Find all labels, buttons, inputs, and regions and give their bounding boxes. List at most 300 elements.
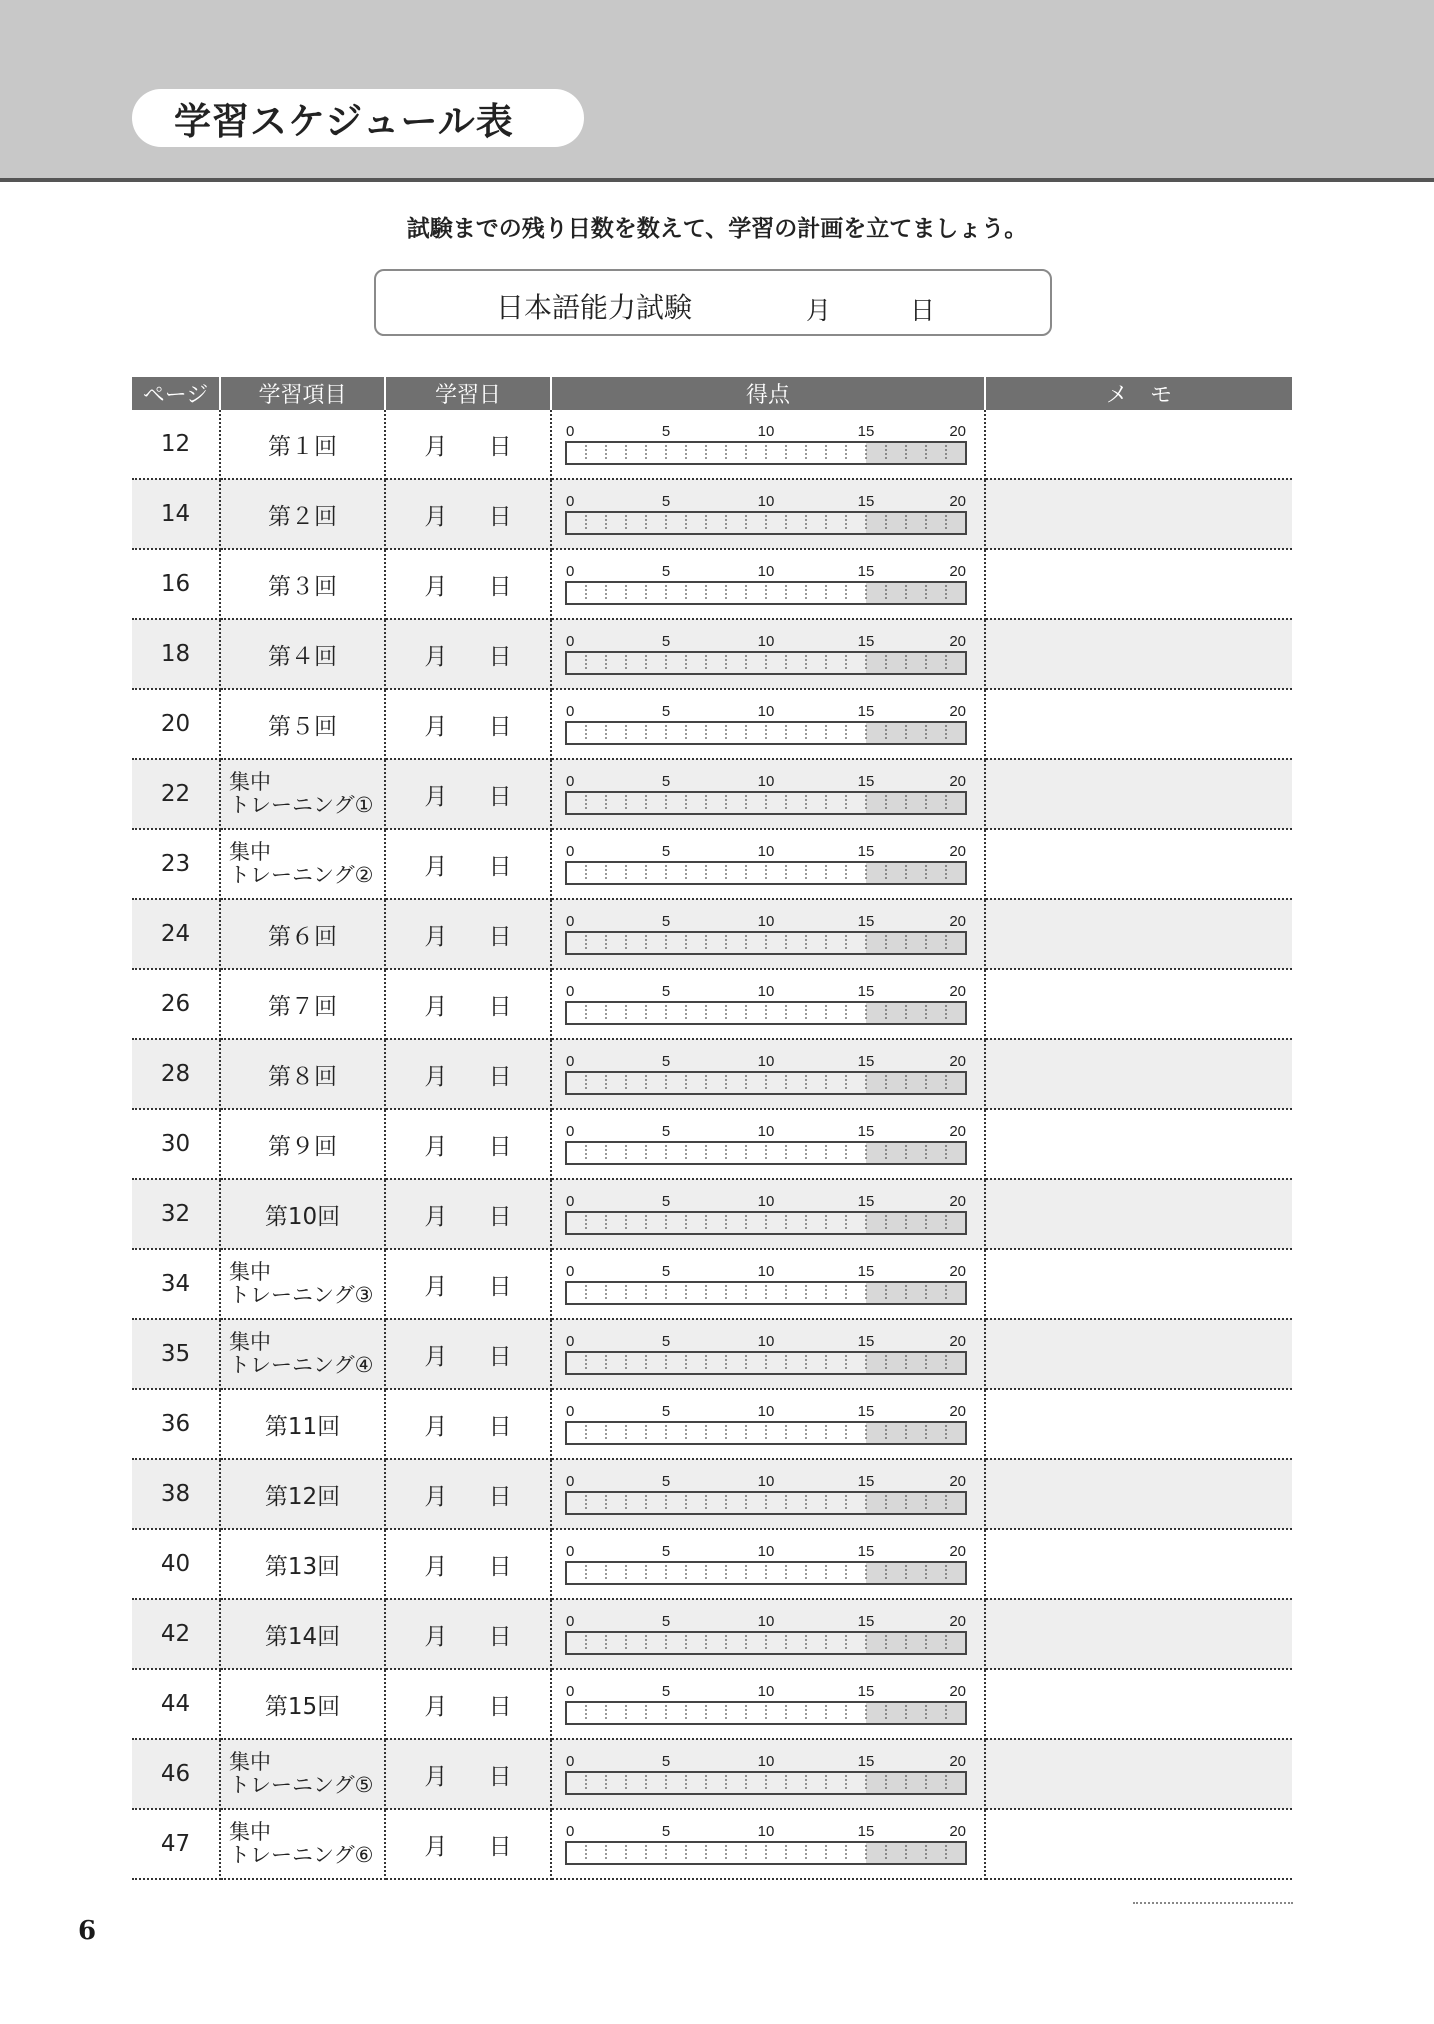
table-row <box>132 1809 1292 1879</box>
score-tick-label: 10 <box>757 1753 775 1770</box>
score-tick-label: 15 <box>857 1753 875 1770</box>
table-row <box>132 1669 1292 1739</box>
table-row <box>132 549 1292 619</box>
table-row <box>132 829 1292 899</box>
score-tick-label: 10 <box>757 1193 775 1210</box>
row-memo[interactable] <box>985 1109 1292 1179</box>
score-scale <box>558 1324 968 1384</box>
row-page-number: 12 <box>132 410 220 479</box>
score-tick-label: 20 <box>949 773 966 790</box>
score-tick-label: 0 <box>566 1823 575 1840</box>
score-tick-label: 10 <box>757 423 775 440</box>
study-item-label: 第14回 <box>264 1623 341 1650</box>
row-score-scale[interactable] <box>551 1739 985 1809</box>
row-score-scale[interactable] <box>551 619 985 689</box>
score-tick-label: 10 <box>757 633 775 650</box>
score-tick-label: 0 <box>566 703 575 720</box>
score-tick-label: 10 <box>757 1403 775 1420</box>
score-tick-label: 20 <box>949 843 966 860</box>
study-item-label: 第７回 <box>268 993 337 1020</box>
score-tick-label: 0 <box>566 913 575 930</box>
score-tick-label: 15 <box>857 423 875 440</box>
score-tick-label: 5 <box>661 1543 671 1560</box>
table-row <box>132 479 1292 549</box>
score-tick-label: 0 <box>566 1543 575 1560</box>
row-study-item <box>220 549 385 619</box>
row-study-date[interactable]: 月 日 <box>385 759 551 829</box>
score-high-range-shade <box>866 1772 966 1794</box>
study-item-label: 第12回 <box>264 1483 341 1510</box>
score-scale <box>558 1744 968 1804</box>
row-study-date[interactable]: 月 日 <box>385 549 551 619</box>
page-title: 学習スケジュール表 <box>174 100 514 143</box>
table-row <box>132 689 1292 759</box>
row-study-item <box>220 1599 385 1669</box>
page-number: 6 <box>78 1916 97 1946</box>
col-header-date: 学習日 <box>385 377 551 410</box>
score-high-range-shade <box>866 862 966 884</box>
score-high-range-shade <box>866 1142 966 1164</box>
row-page-number: 23 <box>132 829 220 899</box>
score-tick-label: 5 <box>661 1333 671 1350</box>
score-scale <box>558 414 968 474</box>
score-high-range-shade <box>866 1282 966 1304</box>
score-scale <box>558 554 968 614</box>
exam-date-box <box>374 269 1052 336</box>
row-memo[interactable] <box>985 1739 1292 1809</box>
study-item-label: 第９回 <box>268 1133 337 1160</box>
row-score-scale[interactable] <box>551 549 985 619</box>
row-score-scale[interactable] <box>551 1389 985 1459</box>
study-item-label: 第４回 <box>268 643 337 670</box>
study-item-line2: トレーニング③ <box>229 1283 374 1307</box>
table-row <box>132 1529 1292 1599</box>
score-scale <box>558 694 968 754</box>
score-high-range-shade <box>866 1422 966 1444</box>
row-study-date[interactable]: 月 日 <box>385 1529 551 1599</box>
table-row <box>132 969 1292 1039</box>
row-memo[interactable] <box>985 759 1292 829</box>
score-tick-label: 15 <box>857 843 875 860</box>
row-study-item <box>220 899 385 969</box>
score-tick-label: 5 <box>661 1473 671 1490</box>
study-item-label: 第11回 <box>264 1413 341 1440</box>
row-page-number: 22 <box>132 759 220 829</box>
row-memo[interactable] <box>985 1389 1292 1459</box>
study-item-line1: 集中 <box>229 770 271 794</box>
score-tick-label: 10 <box>757 843 775 860</box>
row-study-date[interactable]: 月 日 <box>385 619 551 689</box>
score-scale <box>558 1464 968 1524</box>
score-tick-label: 15 <box>857 1123 875 1140</box>
score-scale <box>558 1044 968 1104</box>
score-high-range-shade <box>866 1352 966 1374</box>
row-study-date[interactable]: 月 日 <box>385 1739 551 1809</box>
row-memo[interactable] <box>985 969 1292 1039</box>
score-tick-label: 20 <box>949 913 966 930</box>
row-page-number: 35 <box>132 1319 220 1389</box>
score-high-range-shade <box>866 582 966 604</box>
score-tick-label: 0 <box>566 983 575 1000</box>
score-tick-label: 10 <box>757 1543 775 1560</box>
row-page-number: 16 <box>132 549 220 619</box>
row-score-scale[interactable] <box>551 1249 985 1319</box>
score-tick-label: 20 <box>949 563 966 580</box>
score-tick-label: 10 <box>757 703 775 720</box>
row-study-item <box>220 1249 385 1319</box>
score-scale <box>558 1254 968 1314</box>
score-tick-label: 20 <box>949 633 966 650</box>
row-study-item <box>220 1669 385 1739</box>
row-study-date[interactable]: 月 日 <box>385 1249 551 1319</box>
score-tick-label: 10 <box>757 1123 775 1140</box>
row-memo[interactable] <box>985 689 1292 759</box>
score-tick-label: 5 <box>661 1053 671 1070</box>
score-tick-label: 20 <box>949 1613 966 1630</box>
score-tick-label: 15 <box>857 1823 875 1840</box>
row-score-scale[interactable] <box>551 899 985 969</box>
table-row <box>132 410 1292 479</box>
score-tick-label: 10 <box>757 1683 775 1700</box>
score-high-range-shade <box>866 1002 966 1024</box>
score-tick-label: 0 <box>566 1333 575 1350</box>
row-page-number: 44 <box>132 1669 220 1739</box>
score-tick-label: 10 <box>757 1263 775 1280</box>
row-memo[interactable] <box>985 1599 1292 1669</box>
row-study-date[interactable]: 月 日 <box>385 1389 551 1459</box>
study-item-line1: 集中 <box>229 1820 271 1844</box>
table-row <box>132 1319 1292 1389</box>
score-scale <box>558 834 968 894</box>
score-tick-label: 15 <box>857 983 875 1000</box>
score-high-range-shade <box>866 932 966 954</box>
score-scale <box>558 484 968 544</box>
score-tick-label: 20 <box>949 1543 966 1560</box>
row-memo[interactable] <box>985 1179 1292 1249</box>
instruction-text: 試験までの残り日数を数えて、学習の計画を立てましょう。 <box>406 216 1028 242</box>
row-page-number: 34 <box>132 1249 220 1319</box>
score-tick-label: 5 <box>661 1193 671 1210</box>
study-item-line1: 集中 <box>229 1330 271 1354</box>
exam-name: 日本語能力試験 <box>496 291 693 324</box>
score-high-range-shade <box>866 652 966 674</box>
score-tick-label: 10 <box>757 1053 775 1070</box>
score-tick-label: 20 <box>949 1263 966 1280</box>
row-page-number: 46 <box>132 1739 220 1809</box>
score-scale <box>558 1534 968 1594</box>
score-tick-label: 5 <box>661 423 671 440</box>
row-study-date[interactable]: 月 日 <box>385 410 551 479</box>
score-tick-label: 10 <box>757 1333 775 1350</box>
row-study-item <box>220 1179 385 1249</box>
score-tick-label: 15 <box>857 1053 875 1070</box>
row-study-item <box>220 410 385 479</box>
study-item-line1: 集中 <box>229 840 271 864</box>
table-row <box>132 1249 1292 1319</box>
score-scale <box>558 974 968 1034</box>
row-page-number: 14 <box>132 479 220 549</box>
score-scale <box>558 1394 968 1454</box>
study-item-label: 第６回 <box>268 923 337 950</box>
row-score-scale[interactable] <box>551 1319 985 1389</box>
row-study-item <box>220 1109 385 1179</box>
score-tick-label: 5 <box>661 1823 671 1840</box>
score-tick-label: 15 <box>857 1613 875 1630</box>
score-tick-label: 0 <box>566 843 575 860</box>
header-rule <box>0 178 1434 182</box>
score-tick-label: 0 <box>566 1613 575 1630</box>
score-tick-label: 0 <box>566 1403 575 1420</box>
row-memo[interactable] <box>985 619 1292 689</box>
score-tick-label: 15 <box>857 1473 875 1490</box>
study-item-label: 第15回 <box>264 1693 341 1720</box>
score-high-range-shade <box>866 1212 966 1234</box>
row-memo[interactable] <box>985 1529 1292 1599</box>
col-header-memo: メ モ <box>985 377 1292 410</box>
score-tick-label: 20 <box>949 1473 966 1490</box>
score-tick-label: 15 <box>857 1403 875 1420</box>
score-tick-label: 15 <box>857 773 875 790</box>
study-item-label: 第13回 <box>264 1553 341 1580</box>
row-memo[interactable] <box>985 1459 1292 1529</box>
row-memo[interactable] <box>985 549 1292 619</box>
score-tick-label: 5 <box>661 983 671 1000</box>
score-tick-label: 20 <box>949 1683 966 1700</box>
study-item-label: 第１回 <box>268 433 337 460</box>
study-item-label: 第２回 <box>268 503 337 530</box>
row-study-date[interactable]: 月 日 <box>385 1669 551 1739</box>
score-tick-label: 5 <box>661 1263 671 1280</box>
row-score-scale[interactable] <box>551 759 985 829</box>
study-item-line1: 集中 <box>229 1750 271 1774</box>
study-item-label: 第３回 <box>268 573 337 600</box>
score-tick-label: 15 <box>857 1683 875 1700</box>
row-page-number: 28 <box>132 1039 220 1109</box>
score-tick-label: 15 <box>857 1193 875 1210</box>
score-scale <box>558 1114 968 1174</box>
score-tick-label: 10 <box>757 1613 775 1630</box>
row-study-item <box>220 1319 385 1389</box>
score-tick-label: 20 <box>949 493 966 510</box>
score-high-range-shade <box>866 1842 966 1864</box>
score-tick-label: 5 <box>661 773 671 790</box>
row-memo[interactable] <box>985 1669 1292 1739</box>
study-item-line2: トレーニング② <box>229 863 374 887</box>
score-tick-label: 15 <box>857 1333 875 1350</box>
score-tick-label: 0 <box>566 1753 575 1770</box>
score-tick-label: 0 <box>566 493 575 510</box>
row-study-item <box>220 1739 385 1809</box>
row-study-date[interactable]: 月 日 <box>385 1459 551 1529</box>
score-tick-label: 5 <box>661 563 671 580</box>
row-study-date[interactable]: 月 日 <box>385 1599 551 1669</box>
row-study-item <box>220 759 385 829</box>
row-study-item <box>220 829 385 899</box>
row-study-item <box>220 479 385 549</box>
row-study-date[interactable]: 月 日 <box>385 689 551 759</box>
score-tick-label: 15 <box>857 1263 875 1280</box>
score-high-range-shade <box>866 1072 966 1094</box>
score-tick-label: 20 <box>949 423 966 440</box>
row-study-date[interactable]: 月 日 <box>385 479 551 549</box>
study-item-label: 第10回 <box>264 1203 341 1230</box>
row-score-scale[interactable] <box>551 479 985 549</box>
row-score-scale[interactable] <box>551 1599 985 1669</box>
row-study-item <box>220 1389 385 1459</box>
row-memo[interactable] <box>985 829 1292 899</box>
table-row <box>132 1459 1292 1529</box>
row-memo[interactable] <box>985 1039 1292 1109</box>
score-tick-label: 5 <box>661 703 671 720</box>
score-tick-label: 0 <box>566 1123 575 1140</box>
row-memo[interactable] <box>985 1249 1292 1319</box>
row-memo[interactable] <box>985 410 1292 479</box>
score-scale <box>558 624 968 684</box>
row-study-date[interactable]: 月 日 <box>385 1109 551 1179</box>
row-score-scale[interactable] <box>551 829 985 899</box>
score-tick-label: 0 <box>566 773 575 790</box>
row-study-date[interactable]: 月 日 <box>385 1039 551 1109</box>
row-study-item <box>220 969 385 1039</box>
col-header-score: 得点 <box>551 377 985 410</box>
row-page-number: 47 <box>132 1809 220 1879</box>
score-tick-label: 0 <box>566 1473 575 1490</box>
row-study-item <box>220 619 385 689</box>
score-high-range-shade <box>866 1492 966 1514</box>
score-tick-label: 20 <box>949 1753 966 1770</box>
score-high-range-shade <box>866 1702 966 1724</box>
score-tick-label: 20 <box>949 1123 966 1140</box>
row-score-scale[interactable] <box>551 1459 985 1529</box>
row-score-scale[interactable] <box>551 1039 985 1109</box>
exam-month-label: 月 <box>806 296 832 325</box>
score-tick-label: 5 <box>661 1613 671 1630</box>
row-study-date[interactable]: 月 日 <box>385 1179 551 1249</box>
score-scale <box>558 1604 968 1664</box>
row-study-item <box>220 1039 385 1109</box>
col-header-item: 学習項目 <box>220 377 385 410</box>
score-tick-label: 20 <box>949 1193 966 1210</box>
row-page-number: 26 <box>132 969 220 1039</box>
score-tick-label: 10 <box>757 773 775 790</box>
row-score-scale[interactable] <box>551 1109 985 1179</box>
row-study-item <box>220 689 385 759</box>
score-tick-label: 5 <box>661 1123 671 1140</box>
study-item-line2: トレーニング④ <box>229 1353 374 1377</box>
score-tick-label: 0 <box>566 633 575 650</box>
score-tick-label: 0 <box>566 1263 575 1280</box>
score-scale <box>558 764 968 824</box>
study-item-label: 第５回 <box>268 713 337 740</box>
score-tick-label: 10 <box>757 493 775 510</box>
title-pill <box>132 89 584 147</box>
row-page-number: 42 <box>132 1599 220 1669</box>
row-study-item <box>220 1809 385 1879</box>
table-row <box>132 759 1292 829</box>
score-tick-label: 0 <box>566 423 575 440</box>
row-page-number: 30 <box>132 1109 220 1179</box>
score-tick-label: 5 <box>661 1753 671 1770</box>
table-row <box>132 1389 1292 1459</box>
score-tick-label: 20 <box>949 1053 966 1070</box>
score-tick-label: 0 <box>566 563 575 580</box>
score-high-range-shade <box>866 1562 966 1584</box>
score-tick-label: 10 <box>757 983 775 1000</box>
row-study-date[interactable]: 月 日 <box>385 969 551 1039</box>
row-memo[interactable] <box>985 899 1292 969</box>
study-item-line2: トレーニング⑤ <box>229 1773 374 1797</box>
table-row <box>132 899 1292 969</box>
score-tick-label: 20 <box>949 703 966 720</box>
table-header-row <box>132 377 1292 410</box>
score-scale <box>558 904 968 964</box>
row-page-number: 40 <box>132 1529 220 1599</box>
table-row <box>132 1739 1292 1809</box>
row-score-scale[interactable] <box>551 410 985 479</box>
row-score-scale[interactable] <box>551 689 985 759</box>
score-high-range-shade <box>866 442 966 464</box>
row-score-scale[interactable] <box>551 1669 985 1739</box>
score-tick-label: 5 <box>661 1683 671 1700</box>
score-high-range-shade <box>866 1632 966 1654</box>
score-tick-label: 15 <box>857 1543 875 1560</box>
row-memo[interactable] <box>985 479 1292 549</box>
row-page-number: 32 <box>132 1179 220 1249</box>
row-study-date[interactable]: 月 日 <box>385 1809 551 1879</box>
table-row <box>132 619 1292 689</box>
row-score-scale[interactable] <box>551 1179 985 1249</box>
row-study-date[interactable]: 月 日 <box>385 829 551 899</box>
row-score-scale[interactable] <box>551 1809 985 1879</box>
row-score-scale[interactable] <box>551 1529 985 1599</box>
score-tick-label: 15 <box>857 913 875 930</box>
score-tick-label: 5 <box>661 493 671 510</box>
score-scale <box>558 1184 968 1244</box>
row-page-number: 38 <box>132 1459 220 1529</box>
row-study-date[interactable]: 月 日 <box>385 1319 551 1389</box>
row-page-number: 24 <box>132 899 220 969</box>
score-tick-label: 20 <box>949 983 966 1000</box>
score-tick-label: 10 <box>757 913 775 930</box>
exam-day-label: 日 <box>910 296 936 325</box>
row-page-number: 36 <box>132 1389 220 1459</box>
score-tick-label: 5 <box>661 913 671 930</box>
score-high-range-shade <box>866 722 966 744</box>
row-study-item <box>220 1529 385 1599</box>
score-tick-label: 20 <box>949 1403 966 1420</box>
score-tick-label: 20 <box>949 1823 966 1840</box>
row-study-date[interactable]: 月 日 <box>385 899 551 969</box>
row-memo[interactable] <box>985 1809 1292 1879</box>
study-item-line2: トレーニング① <box>229 793 374 817</box>
score-high-range-shade <box>866 792 966 814</box>
score-tick-label: 0 <box>566 1683 575 1700</box>
table-row <box>132 1109 1292 1179</box>
score-tick-label: 10 <box>757 1473 775 1490</box>
score-tick-label: 10 <box>757 1823 775 1840</box>
score-tick-label: 5 <box>661 843 671 860</box>
row-score-scale[interactable] <box>551 969 985 1039</box>
table-row <box>132 1179 1292 1249</box>
score-tick-label: 20 <box>949 1333 966 1350</box>
study-item-line1: 集中 <box>229 1260 271 1284</box>
row-page-number: 20 <box>132 689 220 759</box>
col-header-page: ページ <box>132 377 220 410</box>
study-item-label: 第８回 <box>268 1063 337 1090</box>
score-tick-label: 5 <box>661 1403 671 1420</box>
row-memo[interactable] <box>985 1319 1292 1389</box>
score-tick-label: 15 <box>857 703 875 720</box>
